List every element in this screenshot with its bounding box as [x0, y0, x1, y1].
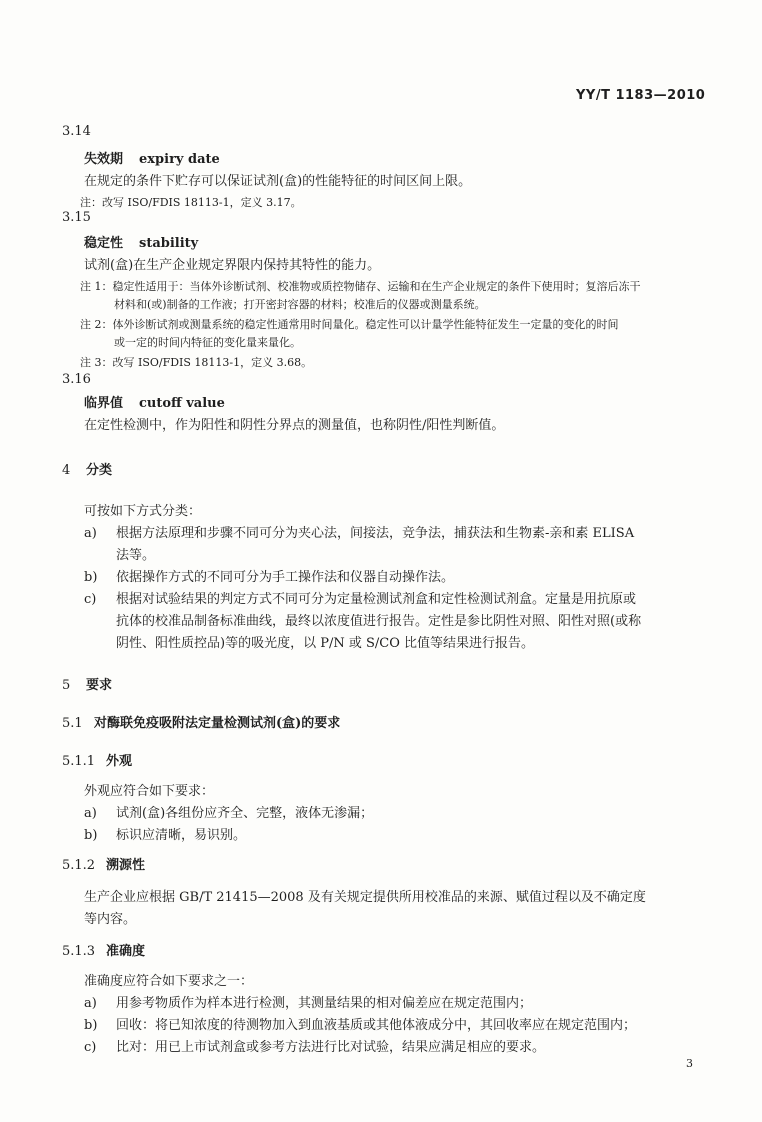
list-text: 用参考物质作为样本进行检测，其测量结果的相对偏差应在规定范围内；: [116, 996, 533, 1011]
section-heading: [62, 854, 145, 873]
paragraph: 准确度应符合如下要求之一：: [84, 974, 254, 989]
section-title: 分类: [86, 463, 113, 478]
term-heading: [84, 148, 220, 167]
section-heading: [62, 674, 112, 693]
section-number: 5.1.3: [62, 944, 96, 959]
list-item: [84, 1036, 545, 1055]
term-note: 注 3：改写 ISO/FDIS 18113-1，定义 3.68。: [80, 356, 313, 369]
list-text: 回收：将已知浓度的待测物加入到血液基质或其他体液成分中，其回收率应在规定范围内；: [116, 1018, 637, 1033]
section-title: 溯源性: [106, 858, 146, 873]
term-note-cont: 或一定的时间内特征的变化量来量化。: [114, 336, 301, 349]
paragraph: 可按如下方式分类：: [84, 504, 202, 519]
term-definition: 在定性检测中，作为阳性和阴性分界点的测量值，也称阴性/阳性判断值。: [84, 418, 505, 433]
list-item: [84, 802, 373, 821]
list-item: [84, 588, 636, 607]
list-item: [84, 824, 246, 843]
term-en: cutoff value: [139, 396, 225, 411]
section-number: 5.1.2: [62, 858, 96, 873]
term-note: 注：改写 ISO/FDIS 18113-1，定义 3.17。: [80, 196, 302, 209]
list-text: 试剂(盒)各组份应齐全、完整，液体无渗漏；: [116, 806, 374, 821]
list-text: 根据方法原理和步骤不同可分为夹心法，间接法，竞争法，捕获法和生物素-亲和素 ELISA: [116, 526, 635, 541]
list-item: [84, 1014, 636, 1033]
term-heading: [84, 392, 225, 411]
list-marker: b): [84, 828, 98, 843]
list-text: 标识应清晰，易识别。: [116, 828, 247, 843]
section-number: 5.1: [62, 716, 83, 731]
standard-number: YY/T 1183—2010: [576, 88, 706, 103]
term-definition: 在规定的条件下贮存可以保证试剂(盒)的性能特征的时间区间上限。: [84, 174, 472, 189]
term-en: expiry date: [139, 152, 220, 167]
section-title: 对酶联免疫吸附法定量检测试剂(盒)的要求: [94, 716, 341, 731]
list-item-cont: 阴性、阳性质控品)等的吸光度，以 P/N 或 S/CO 比值等结果进行报告。: [116, 636, 534, 651]
list-marker: c): [84, 592, 97, 607]
term-zh: 临界值: [84, 396, 124, 411]
paragraph: 生产企业应根据 GB/T 21415—2008 及有关规定提供所用校准品的来源、赋值过程以及不确定度: [84, 890, 646, 905]
list-text: 比对：用已上市试剂盒或参考方法进行比对试验，结果应满足相应的要求。: [116, 1040, 546, 1055]
section-number: 4: [62, 463, 71, 478]
term-note: 注 1：稳定性适用于：当体外诊断试剂、校准物或质控物储存、运输和在生产企业规定的条件下使用时；复溶后冻干: [80, 280, 641, 293]
page-number: 3: [686, 1057, 693, 1070]
term-note: 注 2：体外诊断试剂或测量系统的稳定性通常用时间量化。稳定性可以计量学性能特征发生一定量的变化的时间: [80, 318, 619, 331]
paragraph: 外观应符合如下要求：: [84, 784, 215, 799]
term-zh: 失效期: [84, 152, 124, 167]
term-definition: 试剂(盒)在生产企业规定界限内保持其特性的能力。: [84, 258, 381, 273]
list-marker: a): [84, 996, 97, 1011]
list-text: 依据操作方式的不同可分为手工操作法和仪器自动操作法。: [116, 570, 455, 585]
list-item: [84, 522, 634, 541]
term-number: 3.14: [62, 124, 91, 139]
term-en: stability: [139, 236, 199, 251]
list-item: [84, 992, 532, 1011]
section-heading: [62, 940, 145, 959]
section-title: 外观: [106, 754, 133, 769]
section-number: 5.1.1: [62, 754, 96, 769]
term-number: 3.15: [62, 210, 91, 225]
list-marker: c): [84, 1040, 97, 1055]
term-number: 3.16: [62, 372, 91, 387]
paragraph-cont: 等内容。: [84, 912, 137, 927]
section-number: 5: [62, 678, 71, 693]
list-item-cont: 法等。: [116, 548, 156, 563]
list-item-cont: 抗体的校准品制备标准曲线，最终以浓度值进行报告。定性是参比阴性对照、阳性对照(或称: [116, 614, 642, 629]
section-title: 准确度: [106, 944, 146, 959]
section-title: 要求: [86, 678, 113, 693]
term-heading: [84, 232, 198, 251]
list-marker: a): [84, 526, 97, 541]
term-zh: 稳定性: [84, 236, 124, 251]
list-text: 根据对试验结果的判定方式不同可分为定量检测试剂盒和定性检测试剂盒。定量是用抗原或: [116, 592, 637, 607]
term-note-cont: 材料和(或)制备的工作液；打开密封容器的材料；校准后的仪器或测量系统。: [114, 298, 486, 311]
section-heading: [62, 459, 112, 478]
list-marker: b): [84, 570, 98, 585]
list-marker: b): [84, 1018, 98, 1033]
list-marker: a): [84, 806, 97, 821]
list-item: [84, 566, 454, 585]
section-heading: [62, 750, 132, 769]
section-heading: [62, 712, 340, 731]
